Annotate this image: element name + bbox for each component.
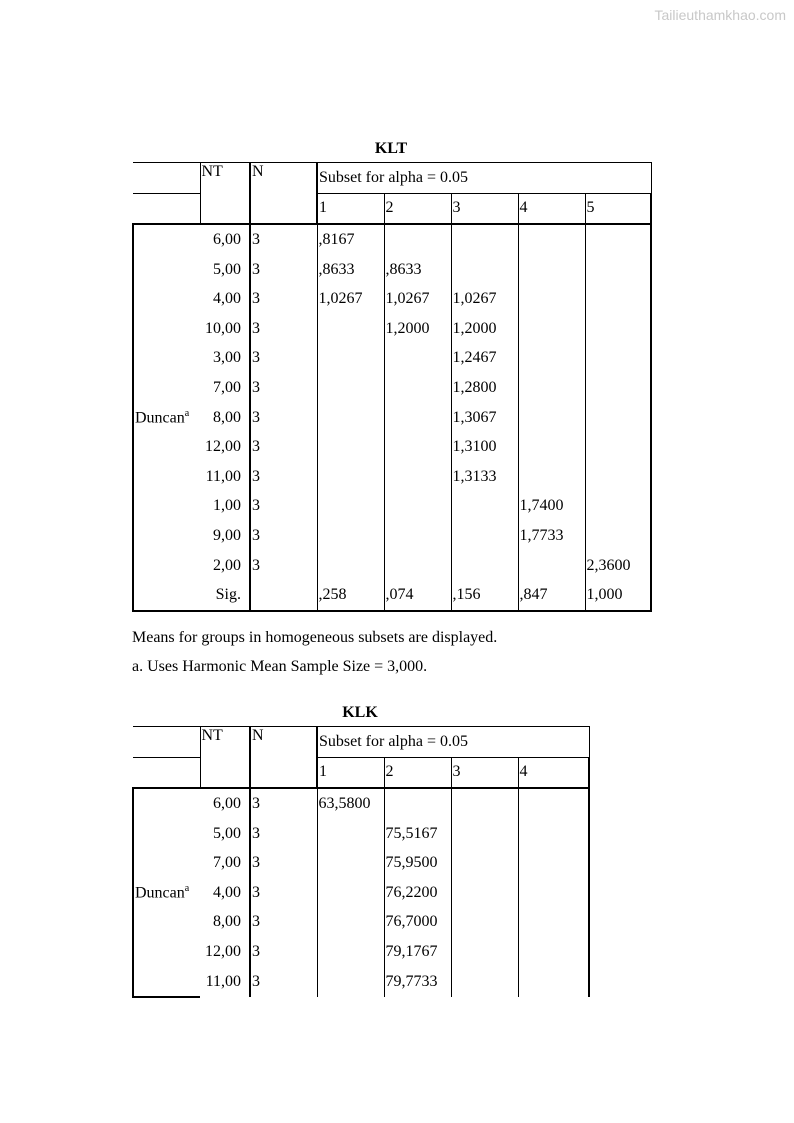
n-value: 3 bbox=[250, 908, 317, 938]
nt-value: 12,00 bbox=[205, 438, 241, 456]
mean-value bbox=[451, 937, 518, 967]
n-value: 3 bbox=[250, 521, 317, 551]
mean-value bbox=[451, 224, 518, 255]
group-label bbox=[133, 462, 200, 492]
mean-value bbox=[317, 551, 384, 581]
mean-value: ,074 bbox=[384, 580, 451, 611]
mean-value bbox=[451, 848, 518, 878]
mean-value: 76,7000 bbox=[384, 908, 451, 938]
mean-value: ,8633 bbox=[317, 255, 384, 285]
subset-header: Subset for alpha = 0.05 bbox=[317, 727, 589, 758]
group-label bbox=[133, 551, 200, 581]
nt-value: 9,00 bbox=[213, 526, 241, 544]
nt-value: 10,00 bbox=[205, 319, 241, 337]
nt-value: Sig. bbox=[200, 580, 250, 611]
mean-value: 1,3067 bbox=[451, 403, 518, 433]
mean-value: ,8167 bbox=[317, 224, 384, 255]
mean-value bbox=[585, 284, 651, 314]
mean-value bbox=[518, 373, 585, 403]
nt-value: 8,00 bbox=[213, 913, 241, 931]
mean-value: 2,3600 bbox=[585, 551, 651, 581]
group-label bbox=[133, 819, 200, 849]
mean-value bbox=[384, 551, 451, 581]
mean-value bbox=[518, 462, 585, 492]
mean-value bbox=[518, 314, 585, 344]
subset-number: 1 bbox=[317, 757, 384, 788]
mean-value bbox=[451, 255, 518, 285]
group-label bbox=[133, 967, 200, 998]
table-row bbox=[133, 462, 651, 492]
mean-value bbox=[317, 819, 384, 849]
klt-title: KLT bbox=[374, 140, 408, 157]
mean-value bbox=[451, 521, 518, 551]
table-row bbox=[133, 314, 651, 344]
mean-value bbox=[518, 788, 589, 819]
corner-cell bbox=[133, 193, 200, 224]
mean-value bbox=[317, 878, 384, 908]
group-label bbox=[133, 580, 200, 611]
mean-value bbox=[518, 344, 585, 374]
mean-value bbox=[384, 403, 451, 433]
group-label bbox=[133, 284, 200, 314]
table-row bbox=[133, 255, 651, 285]
mean-value: 79,1767 bbox=[384, 937, 451, 967]
n-value: 3 bbox=[250, 284, 317, 314]
nt-value: 5,00 bbox=[213, 260, 241, 278]
group-label bbox=[133, 373, 200, 403]
nt-value: 11,00 bbox=[205, 467, 241, 485]
n-value: 3 bbox=[250, 788, 317, 819]
mean-value bbox=[518, 878, 589, 908]
n-value: 3 bbox=[250, 878, 317, 908]
col-header-n: N bbox=[250, 727, 317, 789]
watermark: Tailieuthamkhao.com bbox=[654, 7, 786, 23]
corner-cell bbox=[133, 163, 200, 194]
mean-value bbox=[451, 967, 518, 998]
mean-value bbox=[585, 314, 651, 344]
footnote-marker: a bbox=[184, 883, 190, 895]
group-label bbox=[133, 344, 200, 374]
mean-value: 63,5800 bbox=[317, 788, 384, 819]
table-row bbox=[133, 580, 651, 611]
mean-value bbox=[317, 848, 384, 878]
n-value: 3 bbox=[250, 432, 317, 462]
group-label bbox=[133, 224, 200, 255]
mean-value bbox=[518, 937, 589, 967]
mean-value bbox=[585, 344, 651, 374]
mean-value bbox=[585, 224, 651, 255]
footnote-marker: a bbox=[184, 407, 190, 419]
klt-note-harmonic: a. Uses Harmonic Mean Sample Size = 3,000. bbox=[132, 658, 428, 675]
mean-value: 1,2000 bbox=[451, 314, 518, 344]
col-header-nt: NT bbox=[200, 727, 250, 789]
table-row bbox=[133, 492, 651, 522]
mean-value: 1,000 bbox=[585, 580, 651, 611]
n-value: 3 bbox=[250, 937, 317, 967]
group-label-text: Duncan bbox=[135, 884, 185, 902]
mean-value bbox=[518, 848, 589, 878]
mean-value: 79,7733 bbox=[384, 967, 451, 998]
mean-value: 1,2800 bbox=[451, 373, 518, 403]
nt-value: 8,00 bbox=[213, 408, 241, 426]
mean-value bbox=[518, 967, 589, 998]
nt-value: 3,00 bbox=[213, 349, 241, 367]
mean-value bbox=[585, 432, 651, 462]
mean-value bbox=[585, 403, 651, 433]
klt-note-means: Means for groups in homogeneous subsets are displayed. bbox=[132, 629, 498, 646]
corner-cell bbox=[133, 757, 200, 788]
mean-value: 1,7733 bbox=[518, 521, 585, 551]
mean-value: ,847 bbox=[518, 580, 585, 611]
nt-value: 4,00 bbox=[213, 883, 241, 901]
subset-number: 2 bbox=[384, 193, 451, 224]
mean-value bbox=[518, 284, 585, 314]
mean-value bbox=[451, 492, 518, 522]
subset-number: 2 bbox=[384, 757, 451, 788]
mean-value bbox=[384, 521, 451, 551]
mean-value bbox=[317, 521, 384, 551]
subset-number: 4 bbox=[518, 193, 585, 224]
mean-value bbox=[585, 492, 651, 522]
mean-value bbox=[384, 373, 451, 403]
mean-value bbox=[518, 819, 589, 849]
mean-value: ,156 bbox=[451, 580, 518, 611]
mean-value bbox=[585, 462, 651, 492]
mean-value: 1,2000 bbox=[384, 314, 451, 344]
nt-value: 4,00 bbox=[213, 290, 241, 308]
n-value bbox=[250, 580, 317, 611]
nt-value: 12,00 bbox=[205, 942, 241, 960]
table-row bbox=[133, 878, 589, 908]
mean-value bbox=[451, 551, 518, 581]
mean-value: 75,5167 bbox=[384, 819, 451, 849]
n-value: 3 bbox=[250, 224, 317, 255]
table-row bbox=[133, 551, 651, 581]
mean-value bbox=[451, 908, 518, 938]
mean-value bbox=[585, 255, 651, 285]
mean-value bbox=[451, 819, 518, 849]
table-row bbox=[133, 848, 589, 878]
mean-value bbox=[451, 788, 518, 819]
mean-value bbox=[518, 432, 585, 462]
mean-value bbox=[518, 551, 585, 581]
table-row bbox=[133, 521, 651, 551]
klk-title: KLK bbox=[342, 704, 378, 721]
group-label-text: Duncan bbox=[135, 409, 185, 427]
corner-cell bbox=[133, 727, 200, 758]
group-label bbox=[133, 432, 200, 462]
nt-value: 7,00 bbox=[213, 854, 241, 872]
table-row bbox=[133, 373, 651, 403]
mean-value bbox=[518, 224, 585, 255]
mean-value: ,8633 bbox=[384, 255, 451, 285]
col-header-nt: NT bbox=[200, 163, 250, 225]
n-value: 3 bbox=[250, 848, 317, 878]
mean-value: 1,2467 bbox=[451, 344, 518, 374]
mean-value: 76,2200 bbox=[384, 878, 451, 908]
nt-value: 7,00 bbox=[213, 378, 241, 396]
table-row bbox=[133, 344, 651, 374]
nt-value: 6,00 bbox=[213, 230, 241, 248]
table-row bbox=[133, 908, 589, 938]
mean-value bbox=[384, 492, 451, 522]
mean-value: 1,0267 bbox=[451, 284, 518, 314]
group-label bbox=[133, 788, 200, 819]
group-label bbox=[133, 521, 200, 551]
mean-value: 75,9500 bbox=[384, 848, 451, 878]
table-row bbox=[133, 937, 589, 967]
mean-value bbox=[518, 255, 585, 285]
mean-value bbox=[518, 403, 585, 433]
group-label bbox=[133, 255, 200, 285]
mean-value bbox=[317, 908, 384, 938]
mean-value bbox=[451, 878, 518, 908]
mean-value: 1,0267 bbox=[317, 284, 384, 314]
n-value: 3 bbox=[250, 492, 317, 522]
subset-number: 5 bbox=[585, 193, 651, 224]
group-label bbox=[133, 403, 200, 433]
n-value: 3 bbox=[250, 344, 317, 374]
n-value: 3 bbox=[250, 967, 317, 998]
table-row bbox=[133, 432, 651, 462]
group-label bbox=[133, 908, 200, 938]
table-row bbox=[133, 403, 651, 433]
mean-value bbox=[317, 432, 384, 462]
n-value: 3 bbox=[250, 403, 317, 433]
n-value: 3 bbox=[250, 255, 317, 285]
nt-value: 1,00 bbox=[213, 497, 241, 515]
mean-value bbox=[317, 373, 384, 403]
col-header-n: N bbox=[250, 163, 317, 225]
mean-value: 1,7400 bbox=[518, 492, 585, 522]
mean-value bbox=[384, 432, 451, 462]
mean-value bbox=[317, 937, 384, 967]
mean-value: 1,3100 bbox=[451, 432, 518, 462]
table-row bbox=[133, 819, 589, 849]
table-row bbox=[133, 967, 589, 998]
nt-value: 6,00 bbox=[213, 794, 241, 812]
n-value: 3 bbox=[250, 551, 317, 581]
group-label bbox=[133, 314, 200, 344]
mean-value: 1,3133 bbox=[451, 462, 518, 492]
group-label bbox=[133, 878, 200, 908]
nt-value: 2,00 bbox=[213, 556, 241, 574]
mean-value bbox=[585, 373, 651, 403]
n-value: 3 bbox=[250, 314, 317, 344]
table-row bbox=[133, 224, 651, 255]
subset-number: 3 bbox=[451, 193, 518, 224]
mean-value bbox=[317, 967, 384, 998]
mean-value bbox=[384, 462, 451, 492]
mean-value bbox=[317, 462, 384, 492]
subset-number: 3 bbox=[451, 757, 518, 788]
klk-table bbox=[132, 726, 590, 998]
mean-value: ,258 bbox=[317, 580, 384, 611]
subset-header: Subset for alpha = 0.05 bbox=[317, 163, 651, 194]
subset-number: 1 bbox=[317, 193, 384, 224]
mean-value: 1,0267 bbox=[384, 284, 451, 314]
mean-value bbox=[384, 224, 451, 255]
n-value: 3 bbox=[250, 373, 317, 403]
table-row bbox=[133, 788, 589, 819]
mean-value bbox=[317, 403, 384, 433]
nt-value: 11,00 bbox=[205, 973, 241, 991]
mean-value bbox=[317, 344, 384, 374]
n-value: 3 bbox=[250, 819, 317, 849]
mean-value bbox=[317, 492, 384, 522]
nt-value: 5,00 bbox=[213, 824, 241, 842]
mean-value bbox=[317, 314, 384, 344]
group-label bbox=[133, 492, 200, 522]
mean-value bbox=[384, 788, 451, 819]
group-label bbox=[133, 937, 200, 967]
mean-value bbox=[585, 521, 651, 551]
klt-table bbox=[132, 162, 652, 612]
group-label bbox=[133, 848, 200, 878]
subset-number: 4 bbox=[518, 757, 589, 788]
table-row bbox=[133, 284, 651, 314]
n-value: 3 bbox=[250, 462, 317, 492]
mean-value bbox=[384, 344, 451, 374]
mean-value bbox=[518, 908, 589, 938]
